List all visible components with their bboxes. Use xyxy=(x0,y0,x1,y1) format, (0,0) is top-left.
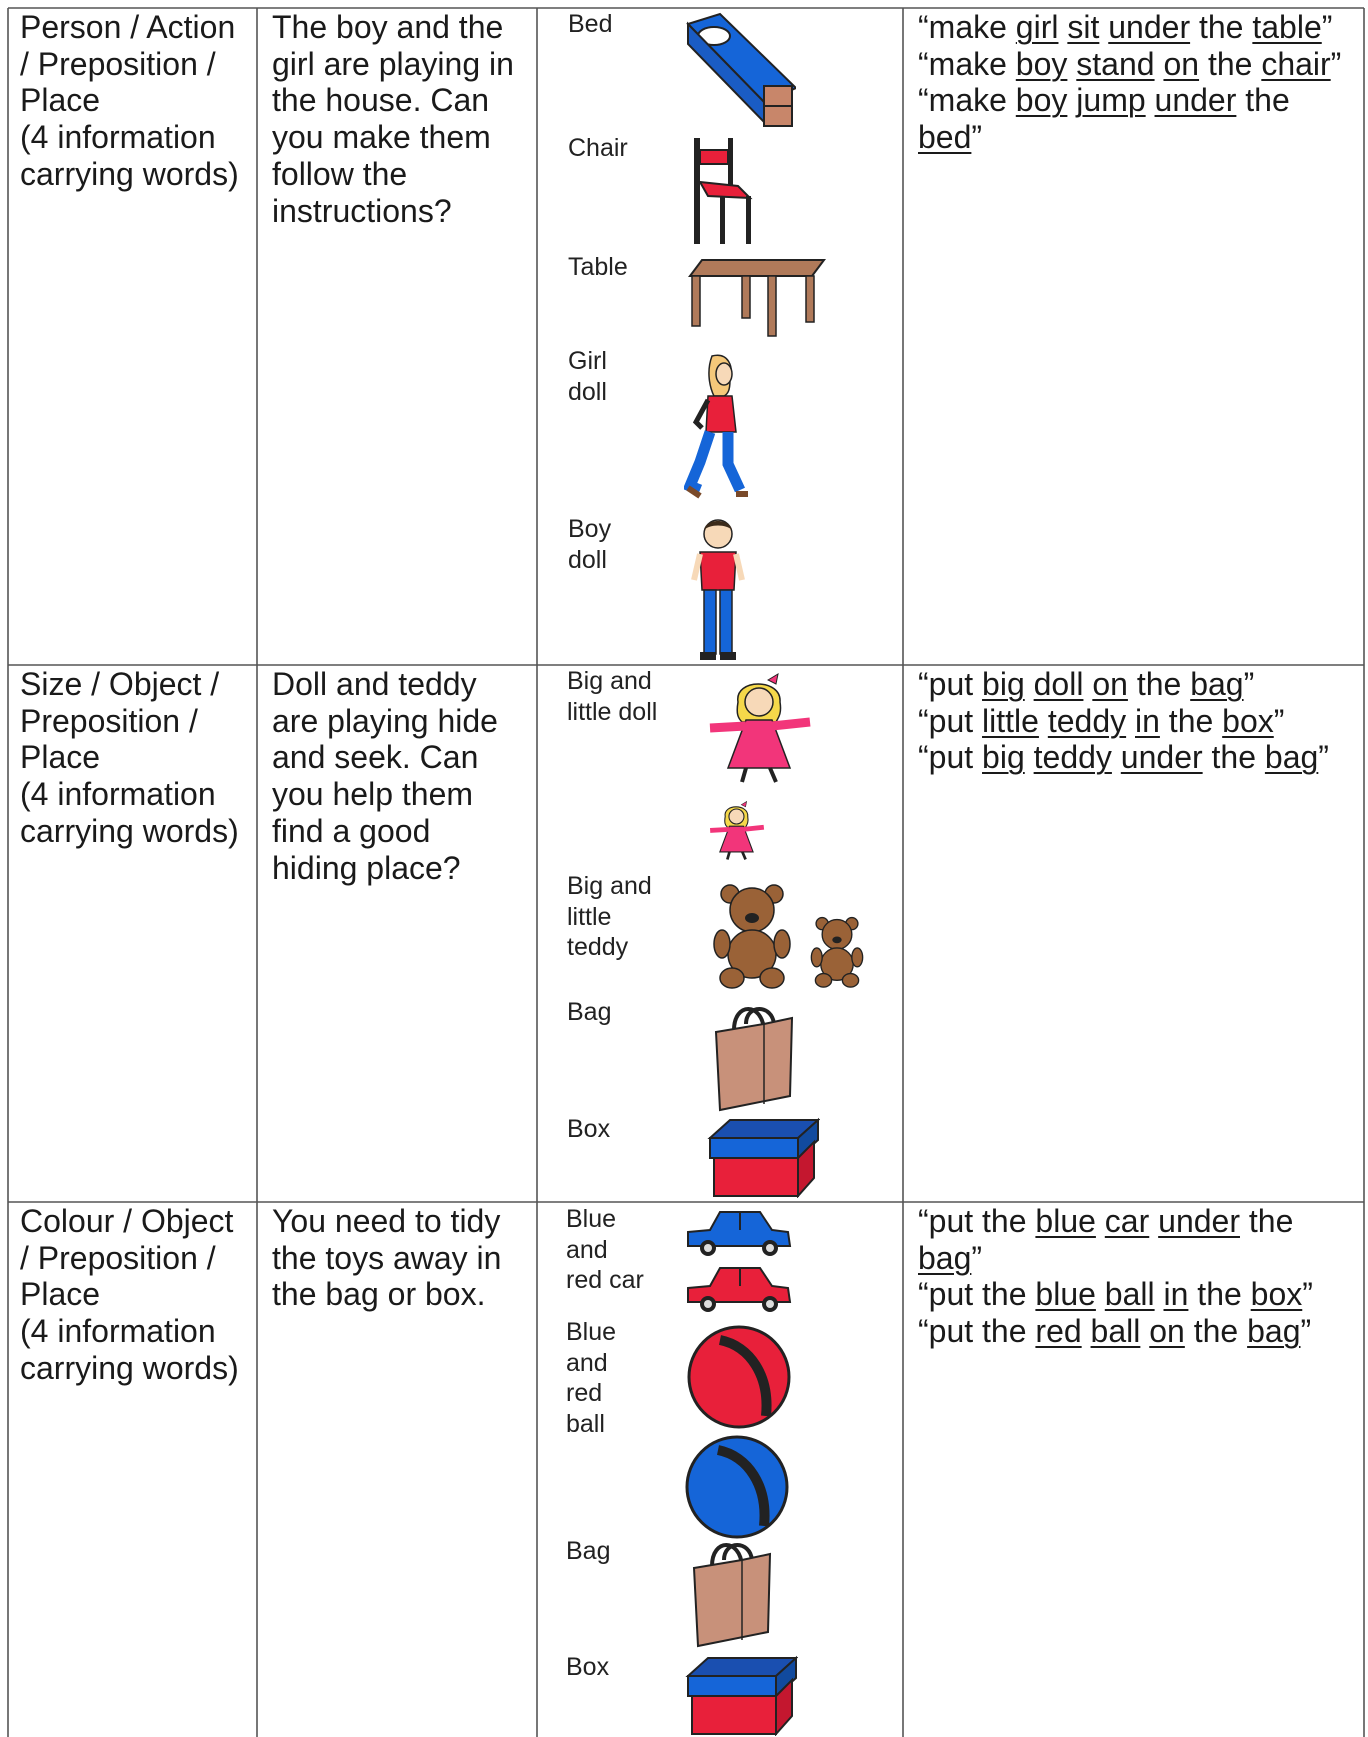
item-label xyxy=(568,133,628,164)
item-label xyxy=(568,346,607,407)
instruction-line: “put big teddy under the bag” xyxy=(918,739,1329,776)
item-label-line: Bag xyxy=(566,1537,611,1565)
scenario-line: girl are playing in xyxy=(272,45,514,82)
item-label-line: Bed xyxy=(568,10,613,38)
teddy-icon xyxy=(712,882,792,990)
bag-icon xyxy=(690,1536,774,1648)
item-label-line: Bag xyxy=(567,998,612,1026)
key-word: stand xyxy=(1076,45,1155,82)
skill-line: Place xyxy=(20,82,101,119)
item-label xyxy=(568,9,612,40)
item-label-line: Girl xyxy=(568,347,607,375)
item-label xyxy=(568,252,628,283)
key-word: ball xyxy=(1104,1276,1155,1313)
key-word: sit xyxy=(1067,9,1100,45)
instructions-cell xyxy=(918,9,1362,156)
teddy-icon xyxy=(810,914,864,990)
item-label xyxy=(567,871,652,963)
item-label xyxy=(566,1204,644,1296)
item-label-line: Box xyxy=(567,1115,611,1143)
skill-line: carrying words) xyxy=(20,812,239,849)
scenario-cell xyxy=(272,666,532,886)
item-label-line: Boy xyxy=(568,515,612,543)
scenario-line: are playing hide xyxy=(272,702,498,739)
item-label-line: and xyxy=(566,1235,608,1264)
key-word: bag xyxy=(1264,739,1319,776)
item-label-line: teddy xyxy=(567,933,629,961)
skill-line: Colour / Object xyxy=(20,1203,234,1239)
girl-icon xyxy=(684,352,750,502)
key-word: jump xyxy=(1076,82,1146,119)
key-word: box xyxy=(1222,702,1274,739)
key-word: doll xyxy=(1033,666,1084,702)
instruction-line: “make girl sit under the table” xyxy=(918,9,1333,45)
instruction-line: bag” xyxy=(918,1239,983,1276)
skill-line: (4 information xyxy=(20,119,216,156)
item-label-line: Table xyxy=(568,253,628,281)
key-word: under xyxy=(1108,9,1191,45)
key-word: in xyxy=(1135,702,1160,739)
item-label-line: and xyxy=(566,1348,608,1377)
scenario-line: the bag or box. xyxy=(272,1276,486,1313)
item-label-line: Blue xyxy=(566,1318,617,1346)
skill-line: (4 information xyxy=(20,776,216,813)
instructions-cell xyxy=(918,1203,1362,1350)
scenario-line: and seek. Can xyxy=(272,739,479,776)
key-word: on xyxy=(1149,1313,1185,1350)
item-label xyxy=(566,1317,616,1439)
instruction-line: “put big doll on the bag” xyxy=(918,666,1255,702)
key-word: blue xyxy=(1035,1203,1096,1239)
key-word: on xyxy=(1092,666,1128,702)
skill-line: Place xyxy=(20,739,101,776)
item-label-line: Box xyxy=(566,1653,610,1681)
skill-line: Preposition / xyxy=(20,702,198,739)
instruction-line: “put the red ball on the bag” xyxy=(918,1313,1312,1350)
item-label-line: doll xyxy=(568,545,607,574)
key-word: boy xyxy=(1015,45,1068,82)
key-word: table xyxy=(1252,9,1322,45)
item-label-line: Chair xyxy=(568,134,628,162)
skill-line: / Preposition / xyxy=(20,1239,216,1276)
bed-icon xyxy=(684,10,796,128)
skill-cell xyxy=(20,666,252,850)
key-word: box xyxy=(1250,1276,1303,1313)
item-label xyxy=(566,1652,609,1683)
instruction-line: “make boy stand on the chair” xyxy=(918,45,1342,82)
scenario-line: instructions? xyxy=(272,192,452,229)
skill-line: / Preposition / xyxy=(20,45,216,82)
skill-line: Person / Action xyxy=(20,9,236,45)
doll-icon xyxy=(706,672,814,786)
key-word: bed xyxy=(918,119,972,156)
bag-icon xyxy=(712,1000,796,1112)
item-label-line: Big and xyxy=(567,667,652,695)
key-word: bag xyxy=(1247,1313,1301,1350)
scenario-line: You need to tidy xyxy=(272,1203,501,1239)
key-word: chair xyxy=(1261,45,1331,82)
item-label-line: little xyxy=(567,902,612,931)
scenario-line: find a good xyxy=(272,812,431,849)
scenario-line: you make them xyxy=(272,119,491,156)
skill-line: carrying words) xyxy=(20,1349,239,1386)
key-word: blue xyxy=(1035,1276,1096,1313)
item-label xyxy=(567,1114,610,1145)
item-label-line: Big and xyxy=(567,872,652,900)
instructions-cell xyxy=(918,666,1362,776)
key-word: girl xyxy=(1015,9,1059,45)
key-word: on xyxy=(1163,45,1200,82)
scenario-line: the toys away in xyxy=(272,1239,502,1276)
scenario-line: The boy and the xyxy=(272,9,504,45)
scenario-line: follow the xyxy=(272,155,408,192)
scenario-line: hiding place? xyxy=(272,849,461,886)
key-word: big xyxy=(982,739,1025,776)
item-label xyxy=(567,666,657,727)
ball-icon xyxy=(684,1434,790,1540)
item-label-line: red car xyxy=(566,1266,644,1294)
item-label xyxy=(567,997,611,1028)
key-word: boy xyxy=(1015,82,1068,119)
ball-icon xyxy=(686,1324,792,1430)
item-label-line: little doll xyxy=(567,697,658,726)
box-icon xyxy=(684,1654,798,1736)
key-word: under xyxy=(1158,1203,1240,1239)
instruction-line: “put the blue ball in the box” xyxy=(918,1276,1313,1313)
skill-cell xyxy=(20,9,252,193)
key-word: under xyxy=(1120,739,1203,776)
key-word: in xyxy=(1163,1276,1189,1313)
key-word: ball xyxy=(1090,1313,1141,1350)
item-label-line: ball xyxy=(566,1409,605,1438)
scenario-line: the house. Can xyxy=(272,82,490,119)
doll-icon xyxy=(708,798,766,864)
instruction-line: “put the blue car under the xyxy=(918,1203,1294,1239)
key-word: big xyxy=(982,666,1025,702)
skill-line: (4 information xyxy=(20,1313,216,1350)
item-label-line: doll xyxy=(568,377,607,406)
key-word: bag xyxy=(918,1239,972,1276)
key-word: teddy xyxy=(1047,702,1127,739)
scenario-cell xyxy=(272,1203,532,1313)
car-icon xyxy=(684,1262,794,1314)
scenario-line: you help them xyxy=(272,776,474,813)
skill-line: carrying words) xyxy=(20,155,239,192)
instruction-line: “make boy jump under the xyxy=(918,82,1290,119)
skill-line: Size / Object / xyxy=(20,666,220,702)
key-word: car xyxy=(1104,1203,1150,1239)
box-icon xyxy=(706,1116,820,1198)
boy-icon xyxy=(690,516,746,662)
item-label xyxy=(566,1536,610,1567)
item-label-line: red xyxy=(566,1379,603,1407)
instruction-line: “put little teddy in the box” xyxy=(918,702,1285,739)
key-word: teddy xyxy=(1033,739,1112,776)
key-word: under xyxy=(1154,82,1237,119)
skill-cell xyxy=(20,1203,252,1387)
skill-line: Place xyxy=(20,1276,101,1313)
chair-icon xyxy=(690,134,760,248)
key-word: bag xyxy=(1190,666,1244,702)
key-word: red xyxy=(1035,1313,1082,1350)
car-icon xyxy=(684,1206,794,1258)
key-word: little xyxy=(982,702,1039,739)
scenario-cell xyxy=(272,9,532,229)
table-icon xyxy=(688,256,826,340)
item-label-line: Blue xyxy=(566,1205,617,1233)
instruction-line: bed” xyxy=(918,119,983,156)
item-label xyxy=(568,514,611,575)
scenario-line: Doll and teddy xyxy=(272,666,477,702)
